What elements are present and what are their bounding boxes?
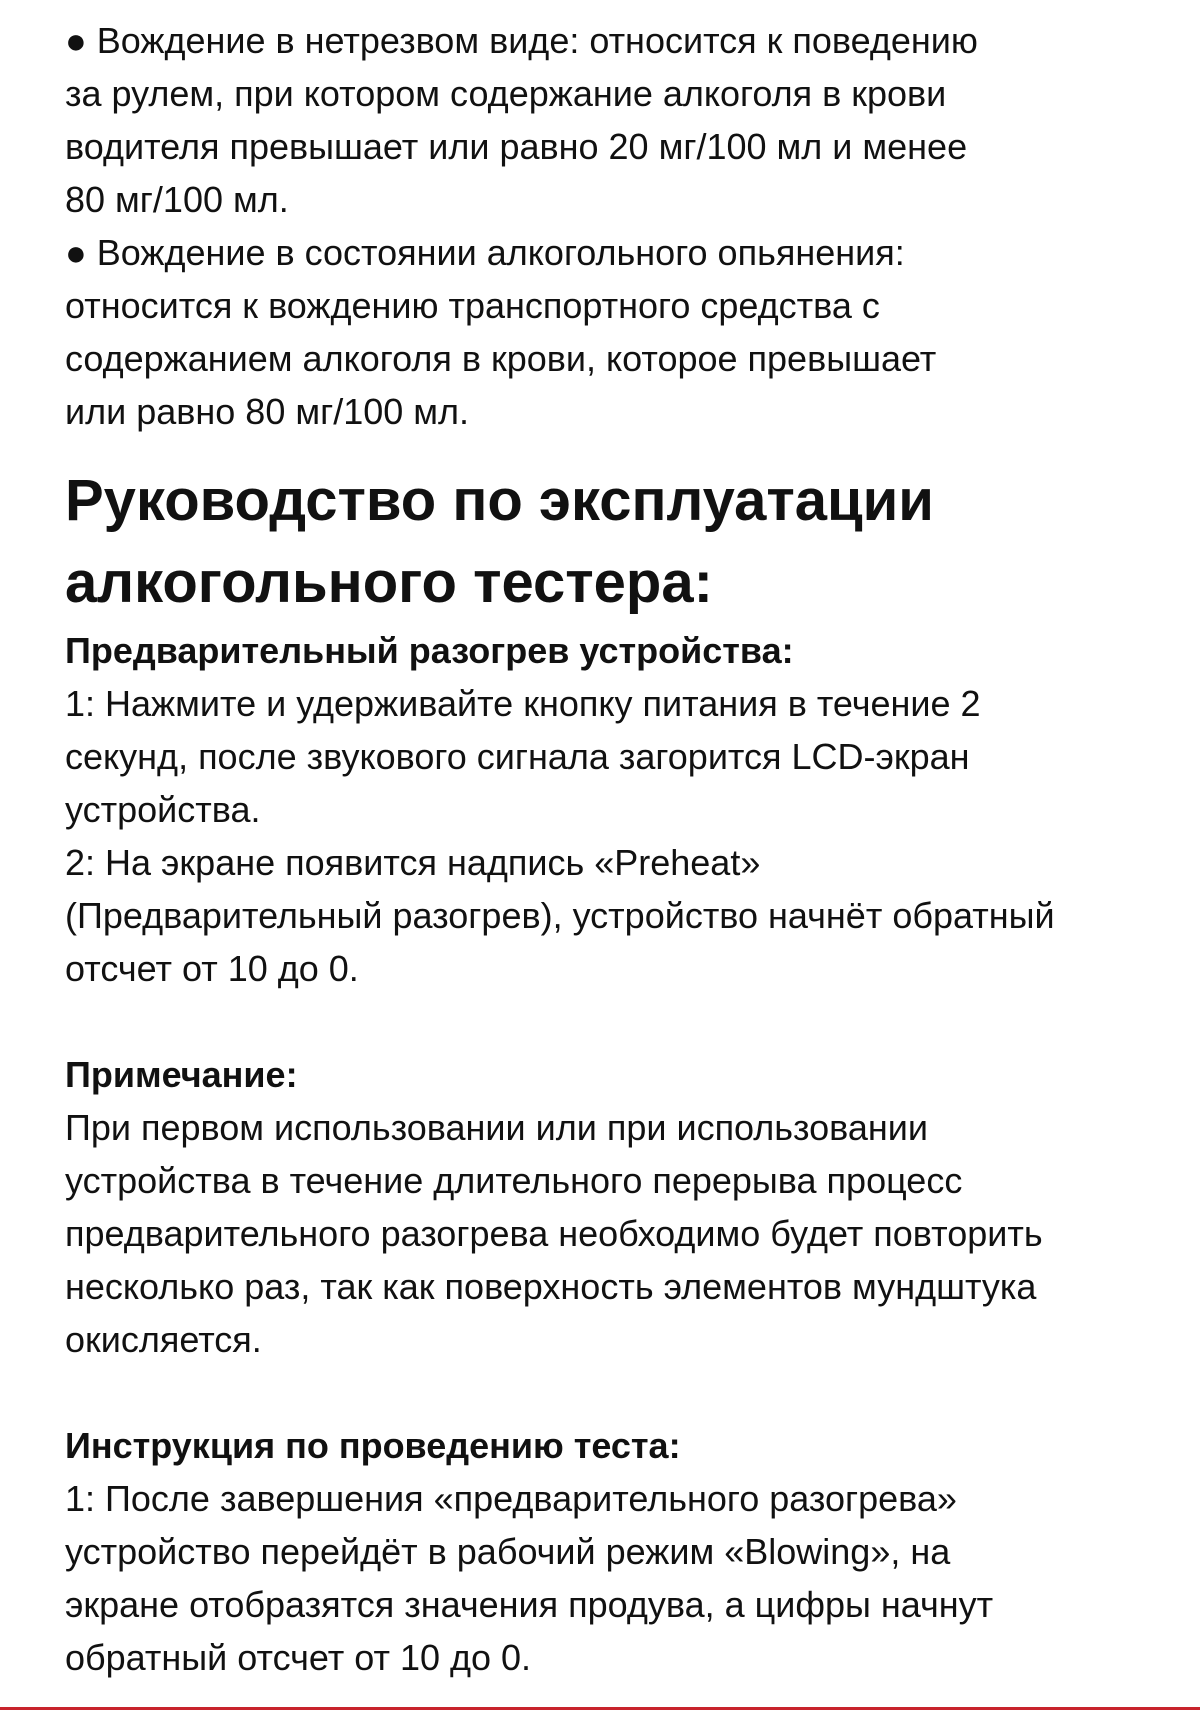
page-title-line: алкогольного тестера: (65, 550, 713, 615)
text-line: 80 мг/100 мл. (65, 179, 289, 220)
text-line: отсчет от 10 до 0. (65, 948, 359, 989)
text-line: 1: Нажмите и удерживайте кнопку питания в течение 2 (65, 683, 981, 724)
page-title-line: Руководство по эксплуатации (65, 468, 934, 533)
text-line: устройство перейдёт в рабочий режим «Blowing», на (65, 1531, 951, 1572)
text-line: 1: После завершения «предварительного разогрева» (65, 1478, 957, 1519)
text-line: относится к вождению транспортного средства с (65, 285, 880, 326)
text-line: содержанием алкоголя в крови, которое превышает (65, 338, 937, 379)
spacer (65, 1366, 1175, 1419)
spacer (65, 438, 1175, 460)
page-title (65, 460, 1175, 624)
spacer (65, 995, 1175, 1048)
section-heading: Инструкция по проведению теста: (65, 1425, 681, 1466)
text-line: или равно 80 мг/100 мл. (65, 391, 470, 432)
section-heading: Предварительный разогрев устройства: (65, 630, 794, 671)
section-note (65, 1048, 1175, 1366)
text-line: окисляется. (65, 1319, 262, 1360)
text-line: за рулем, при котором содержание алкоголя в крови (65, 73, 947, 114)
text-line: секунд, после звукового сигнала загорится LCD-экран (65, 736, 970, 777)
definition-drunk-driving (65, 14, 1175, 226)
text-line: водителя превышает или равно 20 мг/100 мл и менее (65, 126, 968, 167)
text-line: ● Вождение в состоянии алкогольного опьянения: (65, 232, 905, 273)
text-line: экране отобразятся значения продува, а цифры начнут (65, 1584, 994, 1625)
document-page (65, 14, 1175, 1684)
text-line: 2: На экране появится надпись «Preheat» (65, 842, 761, 883)
text-line: При первом использовании или при использовании (65, 1107, 929, 1148)
text-line: устройства. (65, 789, 261, 830)
text-line: устройства в течение длительного перерыва процесс (65, 1160, 963, 1201)
text-line: предварительного разогрева необходимо будет повторить (65, 1213, 1043, 1254)
definition-intoxicated-driving (65, 226, 1175, 438)
section-test-instructions (65, 1419, 1175, 1684)
text-line: обратный отсчет от 10 до 0. (65, 1637, 532, 1678)
section-heading: Примечание: (65, 1054, 298, 1095)
text-line: (Предварительный разогрев), устройство начнёт обратный (65, 895, 1055, 936)
text-line: несколько раз, так как поверхность элементов мундштука (65, 1266, 1037, 1307)
section-preheat (65, 624, 1175, 995)
text-line: ● Вождение в нетрезвом виде: относится к поведению (65, 20, 978, 61)
